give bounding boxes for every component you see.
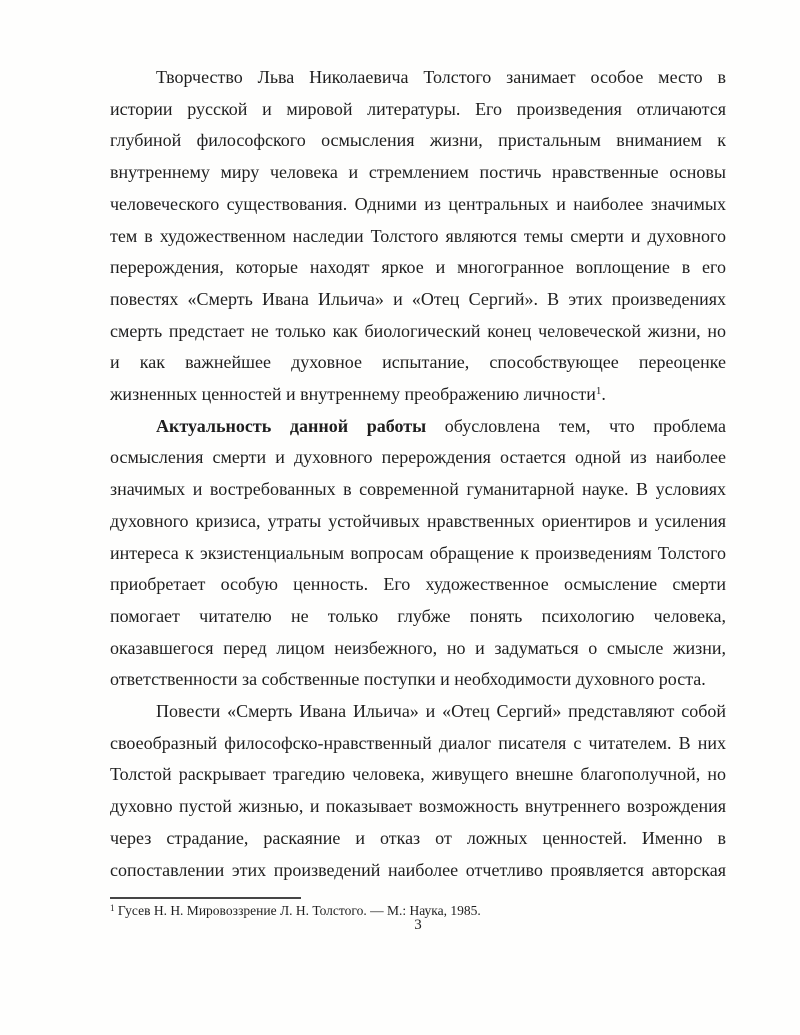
text-run: через страдание, раскаяние и отказ от ложных ценностей. Именно в	[110, 827, 726, 848]
text-run: помогает читателю не только глубже понять психологию человека,	[110, 605, 726, 626]
text-run: духовно пустой жизнью, и показывает возможность внутреннего возрождения	[110, 796, 726, 817]
text-run: сопоставлении этих произведений наиболее отчетливо проявляется авторская	[110, 859, 726, 880]
text-line	[110, 347, 726, 379]
text-run: приобретает особую ценность. Его художественное осмысление смерти	[110, 574, 726, 595]
text-line	[110, 189, 726, 221]
paragraph-3	[110, 696, 726, 886]
text-line	[110, 759, 726, 791]
text-line	[110, 633, 726, 665]
text-run: значимых и востребованных в современной гуманитарной науке. В условиях	[110, 479, 726, 500]
text-line	[110, 569, 726, 601]
text-line	[110, 538, 726, 570]
text-line	[110, 506, 726, 538]
text-line	[110, 221, 726, 253]
text-run: жизненных ценностей и внутреннему преображению личности	[110, 384, 596, 405]
text-run: внутреннему миру человека и стремлением постичь нравственные основы	[110, 162, 726, 183]
text-line	[110, 125, 726, 157]
text-line	[110, 664, 726, 696]
text-line	[110, 855, 726, 887]
text-run: человеческого существования. Одними из центральных и наиболее значимых	[110, 193, 726, 214]
text-run: Толстой раскрывает трагедию человека, живущего внешне благополучной, но	[110, 764, 726, 785]
text-line	[110, 696, 726, 728]
body-text	[110, 62, 726, 886]
text-line	[110, 252, 726, 284]
text-run: Творчество Льва Николаевича Толстого занимает особое место в	[156, 67, 726, 87]
text-line	[110, 791, 726, 823]
text-run: глубиной философского осмысления жизни, пристальным вниманием к	[110, 130, 726, 151]
text-line	[110, 601, 726, 633]
text-run: истории русской и мировой литературы. Его произведения отличаются	[110, 98, 726, 119]
paragraph-2	[110, 411, 726, 696]
text-run: ответственности за собственные поступки и необходимости духовного роста.	[110, 669, 706, 690]
page-number: 3	[414, 917, 422, 933]
text-line	[110, 284, 726, 316]
footnote-marker: 1	[110, 903, 115, 913]
text-run: тем в художественном наследии Толстого являются темы смерти и духовного	[110, 225, 726, 246]
footnote-text: Гусев Н. Н. Мировоззрение Л. Н. Толстого. — М.: Наука, 1985.	[114, 903, 481, 918]
text-line	[110, 62, 726, 94]
text-line	[110, 474, 726, 506]
paragraph-1	[110, 62, 726, 411]
text-run: и как важнейшее духовное испытание, способствующее переоценке	[110, 352, 726, 373]
text-run: оказавшегося перед лицом неизбежного, но и задуматься о смысле жизни,	[110, 637, 726, 658]
text-run: духовного кризиса, утраты устойчивых нравственных ориентиров и усиления	[110, 510, 726, 531]
footnote-separator	[110, 897, 301, 899]
footnote-reference: 1	[595, 385, 602, 398]
text-line	[110, 157, 726, 189]
text-run: Повести «Смерть Ивана Ильича» и «Отец Сергий» представляют собой	[156, 701, 726, 722]
text-line	[110, 411, 726, 443]
text-run: .	[601, 384, 606, 405]
text-line	[110, 728, 726, 760]
text-line	[110, 442, 726, 474]
text-run: повестях «Смерть Ивана Ильича» и «Отец Сергий». В этих произведениях	[110, 288, 726, 309]
text-run: Актуальность данной работы	[156, 415, 427, 436]
text-line	[110, 94, 726, 126]
text-line	[110, 316, 726, 348]
text-line	[110, 379, 726, 411]
text-run: перерождения, которые находят яркое и многогранное воплощение в его	[110, 257, 726, 278]
text-run: смерть предстает не только как биологический конец человеческой жизни, но	[110, 320, 726, 341]
text-run: осмысления смерти и духовного перерождения остается одной из наиболее	[110, 447, 726, 468]
text-run: интереса к экзистенциальным вопросам обращение к произведениям Толстого	[110, 542, 726, 563]
text-run: обусловлена тем, что проблема	[426, 415, 726, 436]
text-run: своеобразный философско-нравственный диалог писателя с читателем. В них	[110, 732, 726, 753]
text-line	[110, 823, 726, 855]
